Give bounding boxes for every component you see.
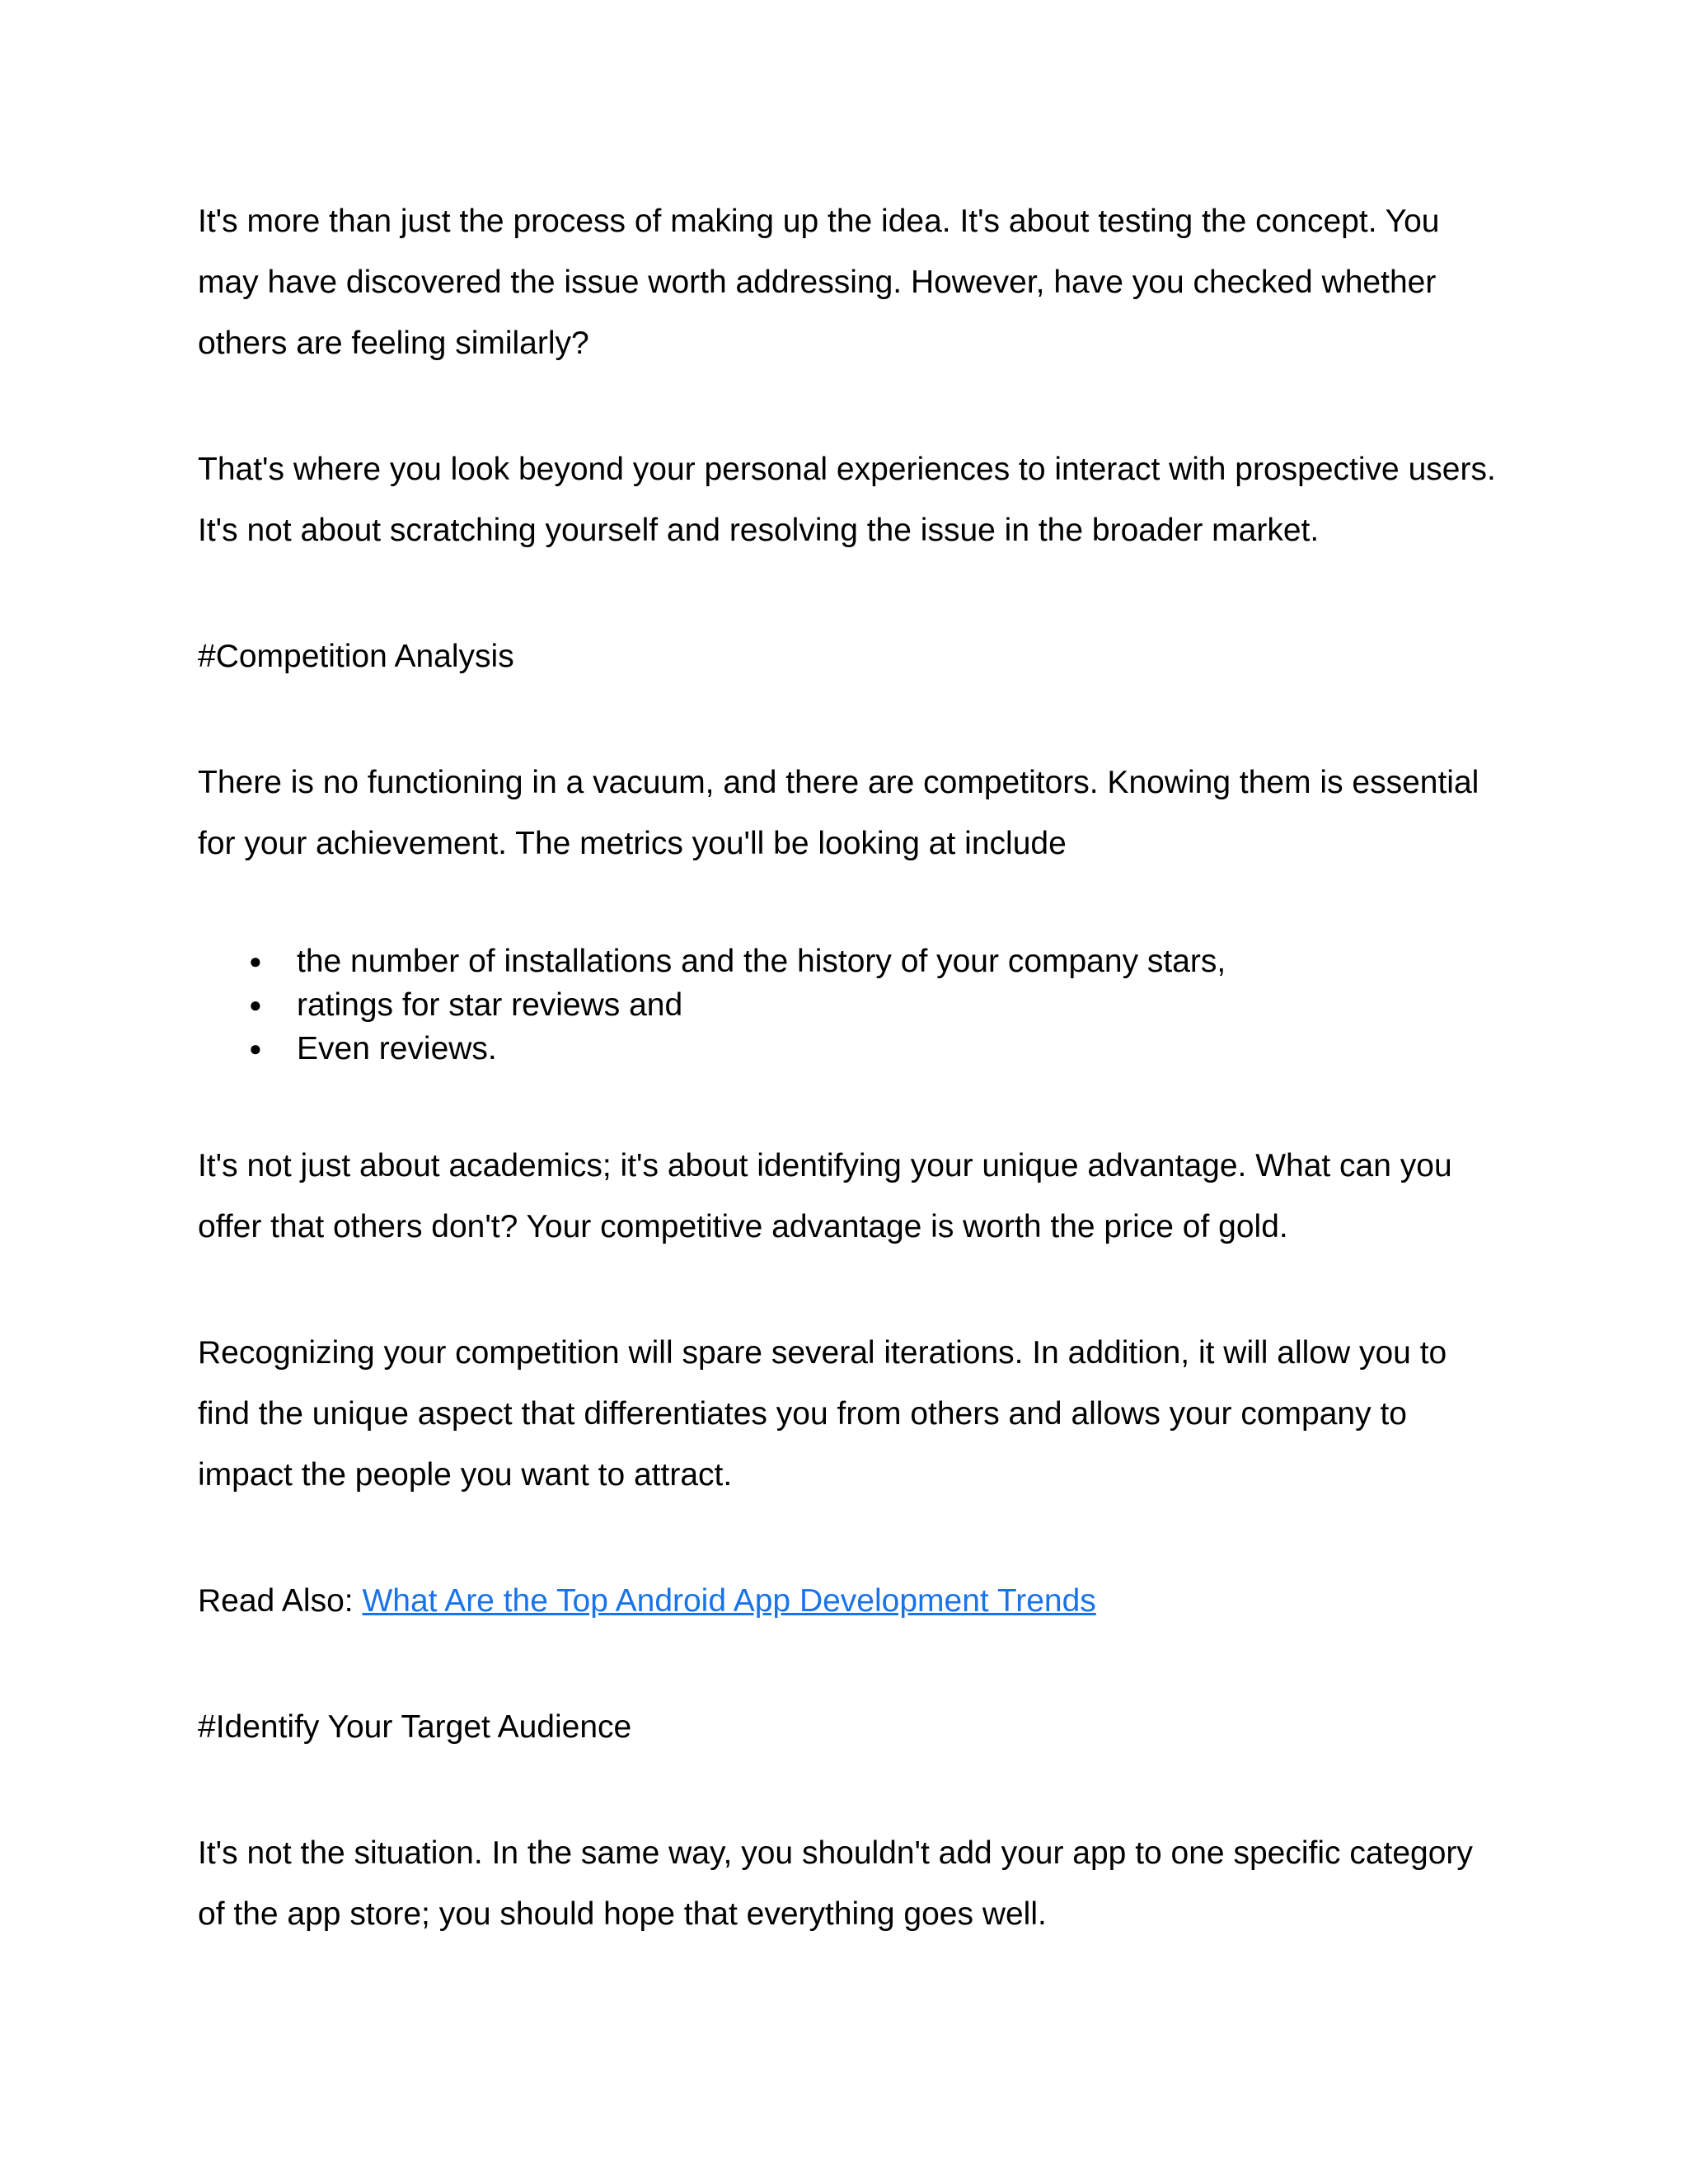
list-item <box>198 1027 1500 1071</box>
bullet-icon: ● <box>249 992 262 1017</box>
list-item-text: ratings for star reviews and <box>297 987 683 1023</box>
read-also-label: Read Also: <box>198 1583 363 1619</box>
heading-target-audience: #Identify Your Target Audience <box>198 1709 632 1745</box>
list-item-text: the number of installations and the history of your company stars, <box>297 944 1226 979</box>
list-item <box>198 940 1500 983</box>
document-page <box>198 191 1500 2010</box>
paragraph-prospective-users: That's where you look beyond your personal experiences to interact with prospective users. It's not about scratching yourself and resolving the issue in the broader market. <box>198 452 1496 548</box>
list-item <box>198 983 1500 1027</box>
read-also-link[interactable]: What Are the Top Android App Development Trends <box>362 1583 1096 1619</box>
heading-competition-analysis: #Competition Analysis <box>198 639 514 674</box>
paragraph-idea-testing: It's more than just the process of making up the idea. It's about testing the concept. You may have discovered the issue worth addressing. However, have you checked whether others are feeling similarly? <box>198 204 1440 361</box>
paragraph-recognizing-competition: Recognizing your competition will spare several iterations. In addition, it will allow you to find the unique aspect that differentiates you from others and allows your company to impact the people you want to attract. <box>198 1335 1447 1493</box>
paragraph-competitors: There is no functioning in a vacuum, and there are competitors. Knowing them is essential for your achievement. The metrics you'll be looking at include <box>198 765 1479 861</box>
bullet-icon: ● <box>249 949 262 973</box>
bullet-icon: ● <box>249 1036 262 1061</box>
list-item-text: Even reviews. <box>297 1031 497 1066</box>
paragraph-unique-advantage: It's not just about academics; it's about identifying your unique advantage. What can you offer that others don't? Your competitive advantage is worth the price of gold. <box>198 1148 1452 1244</box>
read-also <box>198 1571 1500 1632</box>
paragraph-app-store-category: It's not the situation. In the same way, you shouldn't add your app to one specific category of the app store; you should hope that everything goes well. <box>198 1835 1473 1932</box>
metrics-list <box>198 940 1500 1071</box>
